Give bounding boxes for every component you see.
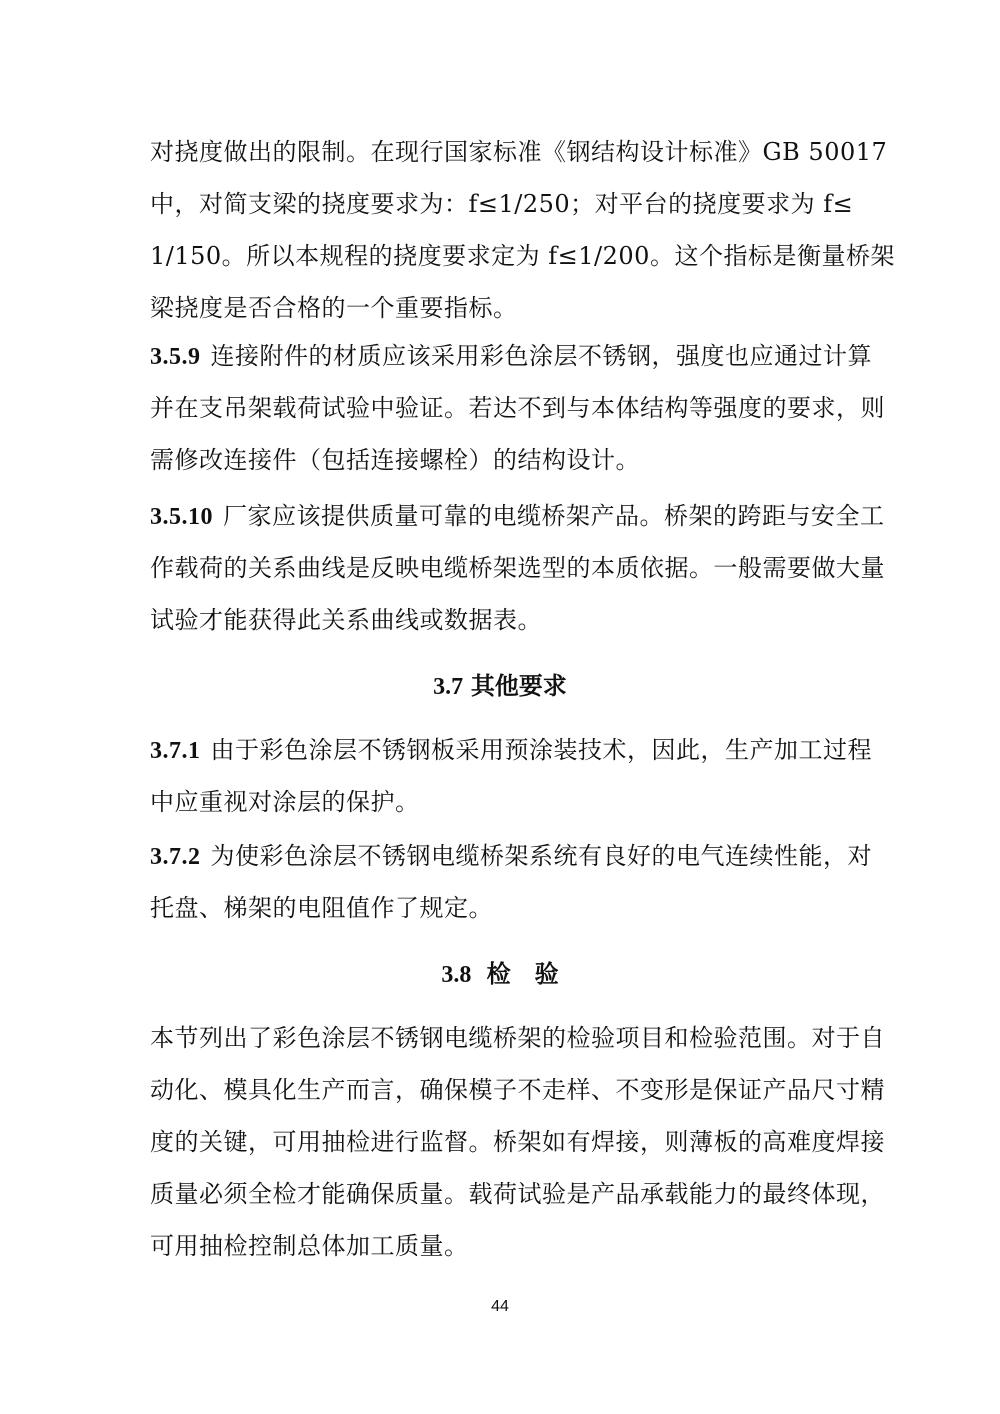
section-title: 其他要求 <box>470 671 567 700</box>
section-number: 3.7 <box>433 674 464 700</box>
text-line: 试验才能获得此关系曲线或数据表。 <box>150 606 542 634</box>
text-line: 中，对简支梁的挠度要求为：f≤1/250；对平台的挠度要求为 f≤ <box>150 190 854 218</box>
text-line: 梁挠度是否合格的一个重要指标。 <box>150 294 518 322</box>
clause-number: 3.5.9 <box>150 344 201 370</box>
page-number: 44 <box>491 1298 509 1315</box>
text-line: 本节列出了彩色涂层不锈钢电缆桥架的检验项目和检验范围。对于自 <box>150 1024 885 1052</box>
clause-3-5-9 <box>150 340 872 373</box>
text-line: 托盘、梯架的电阻值作了规定。 <box>150 894 493 922</box>
text-line: 中应重视对涂层的保护。 <box>150 788 420 816</box>
text-line: 度的关键，可用抽检进行监督。桥架如有焊接，则薄板的高难度焊接 <box>150 1128 885 1156</box>
text-line: 动化、模具化生产而言，确保模子不走样、不变形是保证产品尺寸精 <box>150 1076 885 1104</box>
text-line: 作载荷的关系曲线是反映电缆桥架选型的本质依据。一般需要做大量 <box>150 554 885 582</box>
clause-3-7-1 <box>150 734 872 767</box>
clause-number: 3.7.2 <box>150 844 201 870</box>
text-line: 由于彩色涂层不锈钢板采用预涂装技术，因此，生产加工过程 <box>210 736 872 764</box>
text-line: 对挠度做出的限制。在现行国家标准《钢结构设计标准》GB 50017 <box>150 138 888 166</box>
clause-3-5-10 <box>150 500 885 533</box>
clause-number: 3.7.1 <box>150 738 201 764</box>
text-line: 质量必须全检才能确保质量。载荷试验是产品承载能力的最终体现， <box>150 1180 885 1208</box>
section-number: 3.8 <box>441 962 472 988</box>
text-line: 1/150。所以本规程的挠度要求定为 f≤1/200。这个指标是衡量桥架 <box>150 242 895 270</box>
text-line: 需修改连接件（包括连接螺栓）的结构设计。 <box>150 446 640 474</box>
section-heading-3-8 <box>0 958 1000 991</box>
text-line: 厂家应该提供质量可靠的电缆桥架产品。桥架的跨距与安全工 <box>223 502 885 530</box>
clause-number: 3.5.10 <box>150 504 213 530</box>
section-title: 检 验 <box>486 959 559 988</box>
text-line: 并在支吊架载荷试验中验证。若达不到与本体结构等强度的要求，则 <box>150 394 885 422</box>
text-line: 为使彩色涂层不锈钢电缆桥架系统有良好的电气连续性能，对 <box>210 842 872 870</box>
text-line: 可用抽检控制总体加工质量。 <box>150 1232 469 1260</box>
text-line: 连接附件的材质应该采用彩色涂层不锈钢，强度也应通过计算 <box>210 342 872 370</box>
clause-3-7-2 <box>150 840 872 873</box>
section-heading-3-7 <box>0 670 1000 703</box>
